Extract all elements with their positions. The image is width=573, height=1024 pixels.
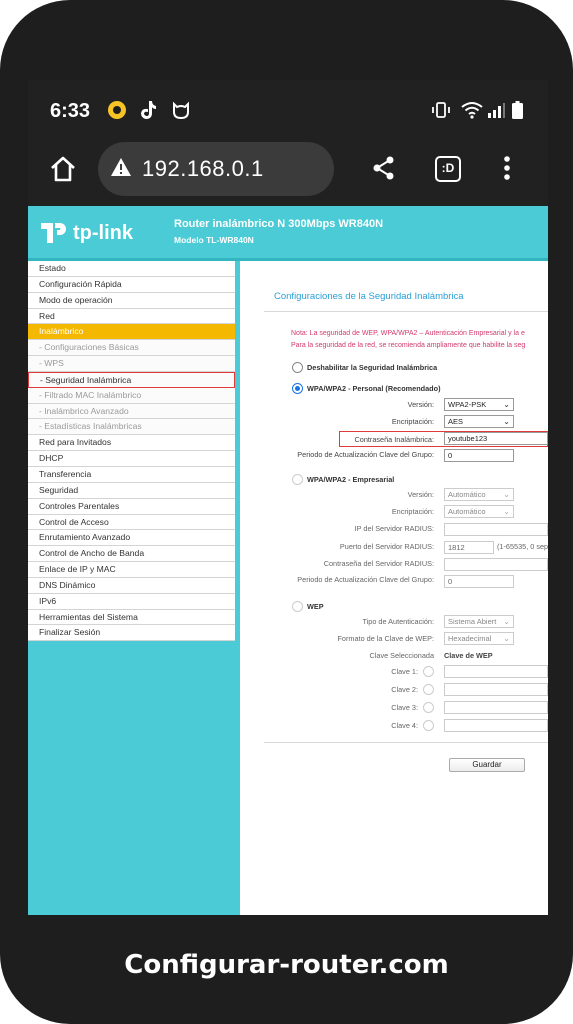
wep-key-4-label: Clave 4: bbox=[391, 721, 418, 730]
wep-key-3-input[interactable] bbox=[444, 701, 548, 714]
sidebar-subitem-seguridad-inalambrica[interactable]: - Seguridad Inalámbrica bbox=[28, 372, 235, 388]
wpa-enterprise-label: WPA/WPA2 - Empresarial bbox=[307, 475, 395, 484]
wifi-icon bbox=[460, 98, 484, 122]
save-button[interactable]: Guardar bbox=[449, 758, 525, 772]
wep-key-1-label: Clave 1: bbox=[391, 667, 418, 676]
sidebar-item-ipv6[interactable]: IPv6 bbox=[28, 594, 235, 610]
chevron-down-icon: ⌄ bbox=[503, 400, 510, 409]
battery-icon bbox=[510, 98, 524, 122]
ent-encryption-value: Automático bbox=[448, 507, 486, 516]
encryption-select[interactable] bbox=[444, 415, 514, 428]
radius-password-label: Contraseña del Servidor RADIUS: bbox=[323, 559, 434, 568]
sidebar-item-inalambrico[interactable]: Inalámbrico bbox=[28, 324, 235, 340]
sidebar-item-dns-dinamico[interactable]: DNS Dinámico bbox=[28, 578, 235, 594]
sidebar-item-ancho-banda[interactable]: Control de Ancho de Banda bbox=[28, 546, 235, 562]
wep-label: WEP bbox=[307, 602, 324, 611]
tplink-logo bbox=[38, 220, 133, 246]
radio-wpa-enterprise[interactable] bbox=[292, 474, 303, 485]
vibrate-icon bbox=[430, 98, 452, 122]
cat-icon bbox=[170, 98, 192, 122]
wep-format-value: Hexadecimal bbox=[448, 634, 492, 643]
radius-password-input[interactable] bbox=[444, 558, 548, 571]
chevron-down-icon: ⌄ bbox=[503, 507, 510, 516]
radius-ip-label: IP del Servidor RADIUS: bbox=[354, 524, 434, 533]
ent-version-label: Versión: bbox=[407, 490, 434, 499]
brand-text: tp-link bbox=[73, 221, 133, 244]
router-header bbox=[28, 206, 548, 261]
chevron-down-icon: ⌄ bbox=[503, 617, 510, 626]
wep-key-header: Clave de WEP bbox=[444, 651, 493, 660]
sidebar-item-transferencia[interactable]: Transferencia bbox=[28, 467, 235, 483]
radio-wep-key-4[interactable] bbox=[423, 720, 434, 731]
chevron-down-icon: ⌄ bbox=[503, 490, 510, 499]
ent-period-input[interactable]: 0 bbox=[444, 575, 514, 588]
radius-port-hint: (1-65535, 0 sep bbox=[497, 542, 548, 551]
form-divider bbox=[264, 742, 548, 743]
watermark-text: Configurar-router.com bbox=[124, 950, 449, 980]
wpa-personal-label: WPA/WPA2 - Personal (Recomendado) bbox=[307, 384, 441, 393]
wep-key-1-input[interactable] bbox=[444, 665, 548, 678]
warning-icon[interactable] bbox=[110, 157, 132, 182]
url-text[interactable]: 192.168.0.1 bbox=[142, 156, 264, 181]
auth-type-select[interactable] bbox=[444, 615, 514, 628]
radius-ip-input[interactable] bbox=[444, 523, 548, 536]
ent-version-value: Automático bbox=[448, 490, 486, 499]
note-line-1: Nota: La seguridad de WEP, WPA/WPA2 – Autenticación Empresarial y la e bbox=[291, 330, 525, 337]
version-label: Versión: bbox=[407, 400, 434, 409]
radius-port-label: Puerto del Servidor RADIUS: bbox=[339, 542, 434, 551]
phone-screen bbox=[28, 80, 548, 915]
sidebar-menu bbox=[28, 261, 235, 641]
sidebar-item-dhcp[interactable]: DHCP bbox=[28, 451, 235, 467]
main-content bbox=[241, 261, 548, 915]
router-model: Modelo TL-WR840N bbox=[174, 235, 254, 245]
radio-wep[interactable] bbox=[292, 601, 303, 612]
ent-version-select[interactable] bbox=[444, 488, 514, 501]
sidebar-item-enlace-ip-mac[interactable]: Enlace de IP y MAC bbox=[28, 562, 235, 578]
wep-key-3-label: Clave 3: bbox=[391, 703, 418, 712]
version-select[interactable] bbox=[444, 398, 514, 411]
sidebar-item-finalizar-sesion[interactable]: Finalizar Sesión bbox=[28, 625, 235, 641]
ent-period-label: Periodo de Actualización Clave del Grupo: bbox=[297, 575, 434, 584]
wep-key-4-input[interactable] bbox=[444, 719, 548, 732]
signal-icon bbox=[486, 98, 506, 122]
notification-icon bbox=[106, 98, 128, 122]
tplink-logo-icon bbox=[38, 220, 68, 246]
browser-toolbar bbox=[28, 142, 548, 206]
home-icon[interactable] bbox=[48, 154, 78, 189]
sidebar-subitem-filtrado-mac[interactable]: - Filtrado MAC Inalámbrico bbox=[28, 388, 235, 404]
page-title: Configuraciones de la Seguridad Inalámbrica bbox=[274, 291, 464, 302]
sidebar-item-seguridad[interactable]: Seguridad bbox=[28, 483, 235, 499]
sidebar-subitem-estadisticas[interactable]: - Estadísticas Inalámbricas bbox=[28, 419, 235, 435]
radio-wep-key-2[interactable] bbox=[423, 684, 434, 695]
sidebar-item-estado[interactable]: Estado bbox=[28, 261, 235, 277]
sidebar-item-red[interactable]: Red bbox=[28, 309, 235, 325]
sidebar bbox=[28, 261, 240, 915]
tab-switcher-button[interactable]: :D bbox=[435, 156, 461, 182]
radius-port-input[interactable]: 1812 bbox=[444, 541, 494, 554]
radio-wep-key-1[interactable] bbox=[423, 666, 434, 677]
web-page bbox=[28, 206, 548, 915]
group-key-period-input[interactable]: 0 bbox=[444, 449, 514, 462]
auth-type-label: Tipo de Autenticación: bbox=[362, 617, 434, 626]
status-bar bbox=[28, 80, 548, 142]
clock: 6:33 bbox=[50, 100, 91, 122]
sidebar-item-herramientas[interactable]: Herramientas del Sistema bbox=[28, 610, 235, 626]
wep-key-2-input[interactable] bbox=[444, 683, 548, 696]
ent-encryption-select[interactable] bbox=[444, 505, 514, 518]
sidebar-item-enrutamiento[interactable]: Enrutamiento Avanzado bbox=[28, 530, 235, 546]
disable-security-label: Deshabilitar la Seguridad Inalámbrica bbox=[307, 363, 438, 372]
auth-type-value: Sistema Abiert bbox=[448, 617, 497, 626]
encryption-value: AES bbox=[448, 417, 464, 426]
title-divider bbox=[264, 311, 548, 312]
password-input[interactable]: youtube123 bbox=[444, 432, 548, 445]
tiktok-icon bbox=[138, 98, 160, 122]
chevron-down-icon: ⌄ bbox=[503, 634, 510, 643]
radio-wpa-personal[interactable] bbox=[292, 383, 303, 394]
ent-encryption-label: Encriptación: bbox=[391, 507, 434, 516]
note-line-2: Para la seguridad de la red, se recomienda ampliamente que habilite la seg bbox=[291, 342, 526, 349]
sidebar-subitem-wps[interactable]: - WPS bbox=[28, 356, 235, 372]
sidebar-item-control-acceso[interactable]: Control de Acceso bbox=[28, 515, 235, 531]
group-key-period-label: Periodo de Actualización Clave del Grupo: bbox=[297, 450, 434, 459]
share-icon[interactable] bbox=[370, 154, 398, 187]
wep-key-2-label: Clave 2: bbox=[391, 685, 418, 694]
radio-wep-key-3[interactable] bbox=[423, 702, 434, 713]
wep-format-label: Formato de la Clave de WEP: bbox=[337, 634, 434, 643]
sidebar-item-red-invitados[interactable]: Red para Invitados bbox=[28, 435, 235, 451]
sidebar-item-modo-operacion[interactable]: Modo de operación bbox=[28, 293, 235, 309]
chevron-down-icon: ⌄ bbox=[503, 417, 510, 426]
password-label: Contraseña Inalámbrica: bbox=[354, 435, 434, 444]
more-options-icon[interactable] bbox=[502, 154, 512, 187]
address-bar[interactable] bbox=[98, 142, 334, 196]
selected-key-label: Clave Seleccionada bbox=[369, 651, 434, 660]
wep-format-select[interactable] bbox=[444, 632, 514, 645]
sidebar-item-configuracion-rapida[interactable]: Configuración Rápida bbox=[28, 277, 235, 293]
radio-disable-security[interactable] bbox=[292, 362, 303, 373]
encryption-label: Encriptación: bbox=[391, 417, 434, 426]
version-value: WPA2-PSK bbox=[448, 400, 487, 409]
router-title: Router inalámbrico N 300Mbps WR840N bbox=[174, 218, 384, 230]
sidebar-subitem-inalambrico-avanzado[interactable]: - Inalámbrico Avanzado bbox=[28, 404, 235, 420]
sidebar-subitem-configuraciones-basicas[interactable]: - Configuraciones Básicas bbox=[28, 340, 235, 356]
sidebar-item-controles-parentales[interactable]: Controles Parentales bbox=[28, 499, 235, 515]
